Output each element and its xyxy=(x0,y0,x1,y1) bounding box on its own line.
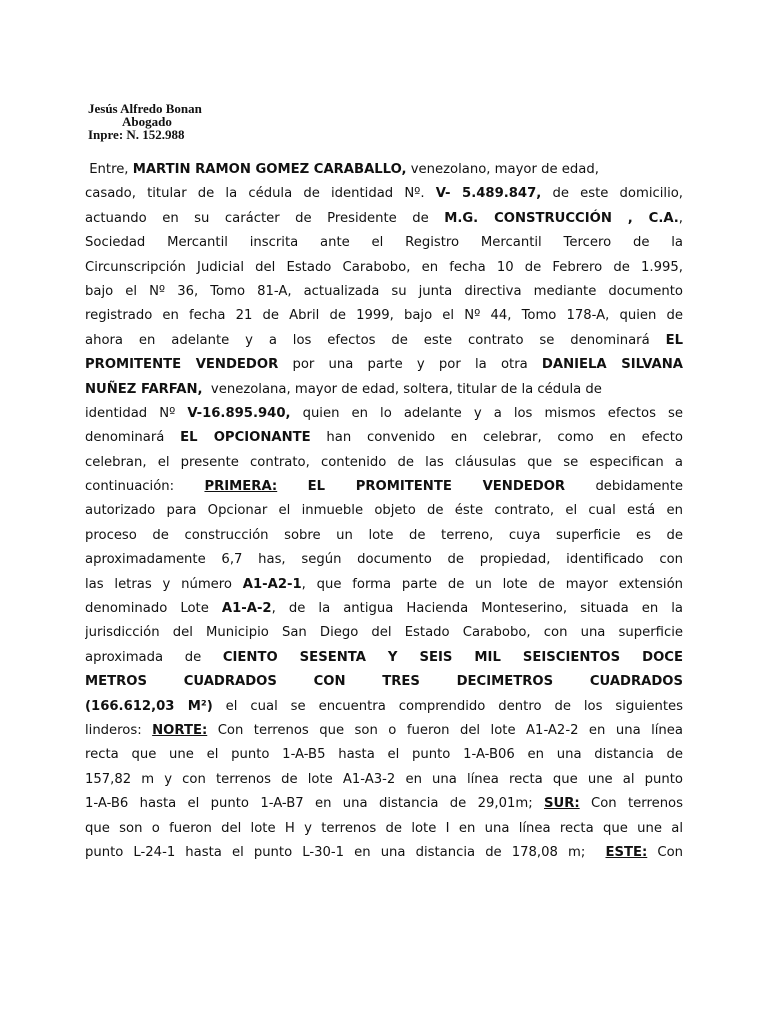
paragraph-line xyxy=(85,329,683,353)
clause-heading: ESTE: xyxy=(605,844,648,860)
text-run: recta que une el punto 1-A-B5 hasta el punto 1-A-B06 en una distancia de xyxy=(85,747,683,763)
bold-text: V- 5.489.847, xyxy=(435,186,542,202)
text-run: Con xyxy=(647,844,683,860)
text-run: punto L-24-1 hasta el punto L-30-1 en una distancia de 178,08 m; xyxy=(85,844,606,860)
clause-heading: SUR: xyxy=(544,796,580,812)
bold-text: DANIELA SILVANA xyxy=(541,357,683,373)
paragraph-line xyxy=(85,792,683,816)
text-run: celebran, el presente contrato, contenido de las cláusulas que se especifican a xyxy=(85,454,683,470)
contract-body xyxy=(85,158,683,865)
paragraph-line xyxy=(85,743,683,767)
paragraph-line xyxy=(85,719,683,743)
text-run: por una parte y por la otra xyxy=(278,357,542,373)
bold-text: MARTIN RAMON GOMEZ CARABALLO, xyxy=(132,162,407,177)
text-run: , de la antigua Hacienda Monteserino, situada en la xyxy=(271,601,683,617)
paragraph-line xyxy=(85,768,683,792)
text-run: Sociedad Mercantil inscrita ante el Registro Mercantil Tercero de la xyxy=(85,235,683,251)
bold-text: CIENTO SESENTA Y SEIS MIL SEISCIENTOS DOCE xyxy=(222,649,683,665)
bold-text: M.G. CONSTRUCCIÓN , C.A. xyxy=(444,210,679,226)
text-run: venezolano, mayor de edad, xyxy=(406,162,599,177)
paragraph-line xyxy=(85,499,683,523)
bold-text: METROS CUADRADOS CON TRES DECIMETROS CUADRADOS xyxy=(85,674,683,690)
text-run xyxy=(277,479,307,494)
text-run: venezolana, mayor de edad, soltera, titular de la cédula de xyxy=(202,381,602,397)
text-run: aproximada de xyxy=(85,649,223,665)
bold-text: EL xyxy=(665,332,683,348)
bold-text: V-16.895.940, xyxy=(187,405,291,421)
text-run: aproximadamente 6,7 has, según documento de propiedad, identificado con xyxy=(85,552,683,568)
text-run: las letras y número xyxy=(85,576,243,592)
text-run: Entre, xyxy=(85,162,133,177)
text-run: continuación: xyxy=(85,479,205,495)
text-run: proceso de construcción sobre un lote de terreno, cuya superficie es de xyxy=(85,527,683,543)
paragraph-line xyxy=(85,402,683,426)
paragraph-line xyxy=(85,231,683,255)
paragraph-line xyxy=(85,475,683,499)
paragraph-line xyxy=(85,426,683,450)
text-run: Circunscripción Judicial del Estado Carabobo, en fecha 10 de Febrero de 1.995, xyxy=(85,259,683,275)
text-run: el cual se encuentra comprendido dentro de los siguientes xyxy=(212,698,683,714)
text-run: denominará xyxy=(85,430,181,446)
paragraph-line xyxy=(85,207,683,231)
bold-text: EL PROMITENTE VENDEDOR xyxy=(307,479,566,495)
text-run: autorizado para Opcionar el inmueble objeto de éste contrato, el cual está en xyxy=(85,503,683,519)
paragraph-line xyxy=(85,304,683,328)
text-run: 157,82 m y con terrenos de lote A1-A3-2 en una línea recta que une al punto xyxy=(85,771,683,787)
paragraph-line xyxy=(85,182,683,206)
bold-text: A1-A2-1 xyxy=(242,576,302,592)
inpre-number: Inpre: N. 152.988 xyxy=(88,127,185,142)
paragraph-line xyxy=(85,695,683,719)
text-run: , xyxy=(678,210,683,226)
paragraph-line xyxy=(85,158,683,182)
bold-text: PROMITENTE VENDEDOR xyxy=(85,357,279,373)
bold-text: A1-A-2 xyxy=(221,601,272,617)
paragraph-line xyxy=(85,548,683,572)
paragraph-line xyxy=(85,817,683,841)
letterhead xyxy=(88,102,202,141)
text-run: linderos: xyxy=(85,722,153,738)
text-run: identidad Nº xyxy=(85,405,188,421)
paragraph-line xyxy=(85,621,683,645)
paragraph-line xyxy=(85,451,683,475)
paragraph-line xyxy=(85,646,683,670)
paragraph-line xyxy=(85,841,683,865)
text-run: denominado Lote xyxy=(85,601,222,617)
paragraph-line xyxy=(85,524,683,548)
lawyer-name: Jesús Alfredo Bonan xyxy=(88,101,202,116)
text-run: quien en lo adelante y a los mismos efectos se xyxy=(290,405,683,421)
lawyer-title: Abogado xyxy=(122,114,172,129)
bold-text: (166.612,03 M²) xyxy=(85,698,213,714)
text-run: actuando en su carácter de Presidente de xyxy=(85,210,445,226)
text-run: Con terrenos que son o fueron del lote A1-A2-2 en una línea xyxy=(207,722,683,738)
paragraph-line xyxy=(85,353,683,377)
text-run: registrado en fecha 21 de Abril de 1999, bajo el Nº 44, Tomo 178-A, quien de xyxy=(85,308,683,324)
text-run: ahora en adelante y a los efectos de este contrato se denominará xyxy=(85,332,666,348)
clause-heading: PRIMERA: xyxy=(204,479,278,495)
clause-heading: NORTE: xyxy=(152,722,208,738)
bold-text: EL OPCIONANTE xyxy=(180,430,311,446)
text-run: debidamente xyxy=(565,479,683,495)
paragraph-line xyxy=(85,573,683,597)
paragraph-line xyxy=(85,670,683,694)
text-run: bajo el Nº 36, Tomo 81-A, actualizada su junta directiva mediante documento xyxy=(85,283,683,299)
paragraph-line xyxy=(85,280,683,304)
paragraph-line xyxy=(85,597,683,621)
paragraph-line xyxy=(85,256,683,280)
text-run: 1-A-B6 hasta el punto 1-A-B7 en una distancia de 29,01m; xyxy=(85,796,545,812)
bold-text: NUÑEZ FARFAN, xyxy=(85,381,203,397)
text-run: han convenido en celebrar, como en efecto xyxy=(310,430,683,446)
paragraph-line xyxy=(85,378,683,402)
text-run: jurisdicción del Municipio San Diego del Estado Carabobo, con una superficie xyxy=(85,625,683,641)
text-run: Con terrenos xyxy=(579,796,683,812)
text-run: de este domicilio, xyxy=(541,186,683,202)
text-run: casado, titular de la cédula de identidad Nº. xyxy=(85,186,436,202)
text-run: , que forma parte de un lote de mayor extensión xyxy=(301,576,683,592)
text-run: que son o fueron del lote H y terrenos de lote I en una línea recta que une al xyxy=(85,820,683,836)
